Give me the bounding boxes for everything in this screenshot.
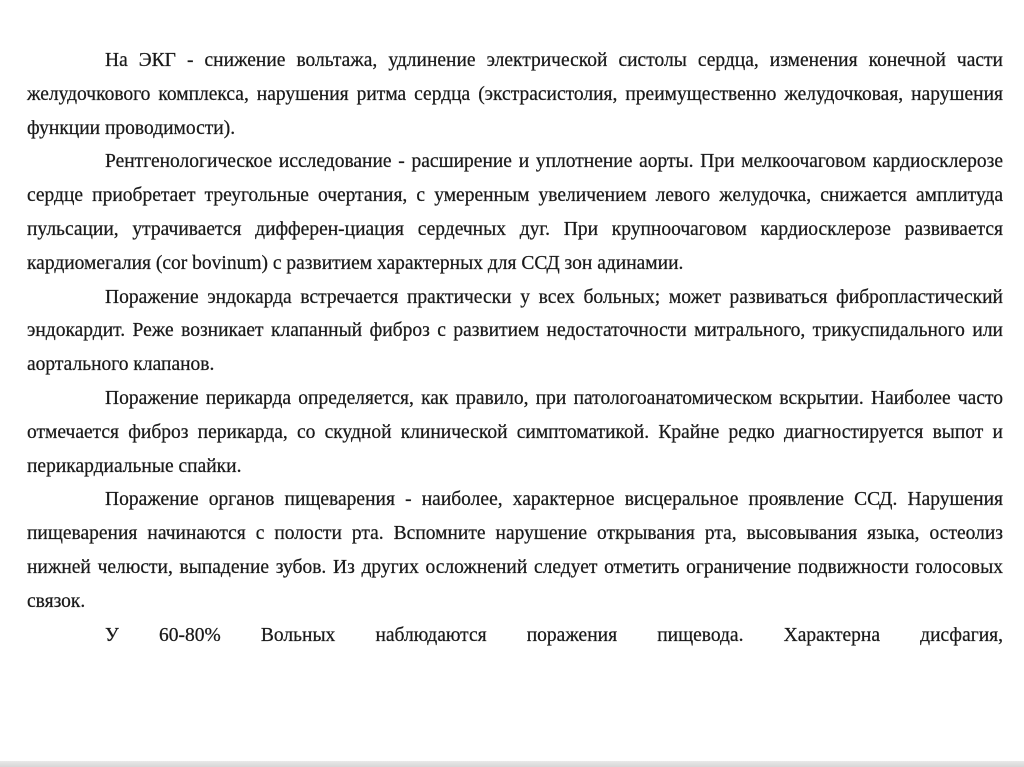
paragraph-radiology: Рентгенологическое исследование - расширение и уплотнение аорты. При мелкоочаговом кардиосклерозе сердце приобретает треугольные очертания, с умеренным увеличением левого желудочка, снижается амплитуда пульсации, утрачивается дифферен-циация сердечных дуг. При крупноочаговом кардиосклерозе развивается кардиомегалия (cor bovinum) с развитием характерных для ССД зон адинамии. <box>27 151 1003 274</box>
page-bottom-edge <box>0 761 1024 767</box>
paragraph-ecg: На ЭКГ - снижение вольтажа, удлинение электрической систолы сердца, изменения конечной части желудочкового комплекса, нарушения ритма сердца (экстрасистолия, преимущественно желудочковая, нарушения функции проводимости). <box>27 50 1003 139</box>
paragraph-pericardium: Поражение перикарда определяется, как правило, при патологоанатомическом вскрытии. Наиболее часто отмечается фиброз перикарда, со скудной клинической симптоматикой. Крайне редко диагностируется выпот и перикардиальные спайки. <box>27 387 1003 477</box>
paragraph-esophagus: У 60-80% Вольных наблюдаются поражения пищевода. Характерна дисфагия, <box>105 624 1003 646</box>
document-body <box>27 44 1003 652</box>
paragraph-digestive: Поражение органов пищеварения - наиболее, характерное висцеральное проявление ССД. Нарушения пищеварения начинаются с полости рта. Вспомните нарушение открывания рта, высовывания языка, остеолиз нижней челюсти, выпадение зубов. Из других осложнений следует отметить ограничение подвижности голосовых связок. <box>27 489 1003 612</box>
paragraph-endocardium: Поражение эндокарда встречается практически у всех больных; может развиваться фибропластический эндокардит. Реже возникает клапанный фиброз с развитием недостаточности митрального, трикуспидального или аортального клапанов. <box>27 286 1003 376</box>
